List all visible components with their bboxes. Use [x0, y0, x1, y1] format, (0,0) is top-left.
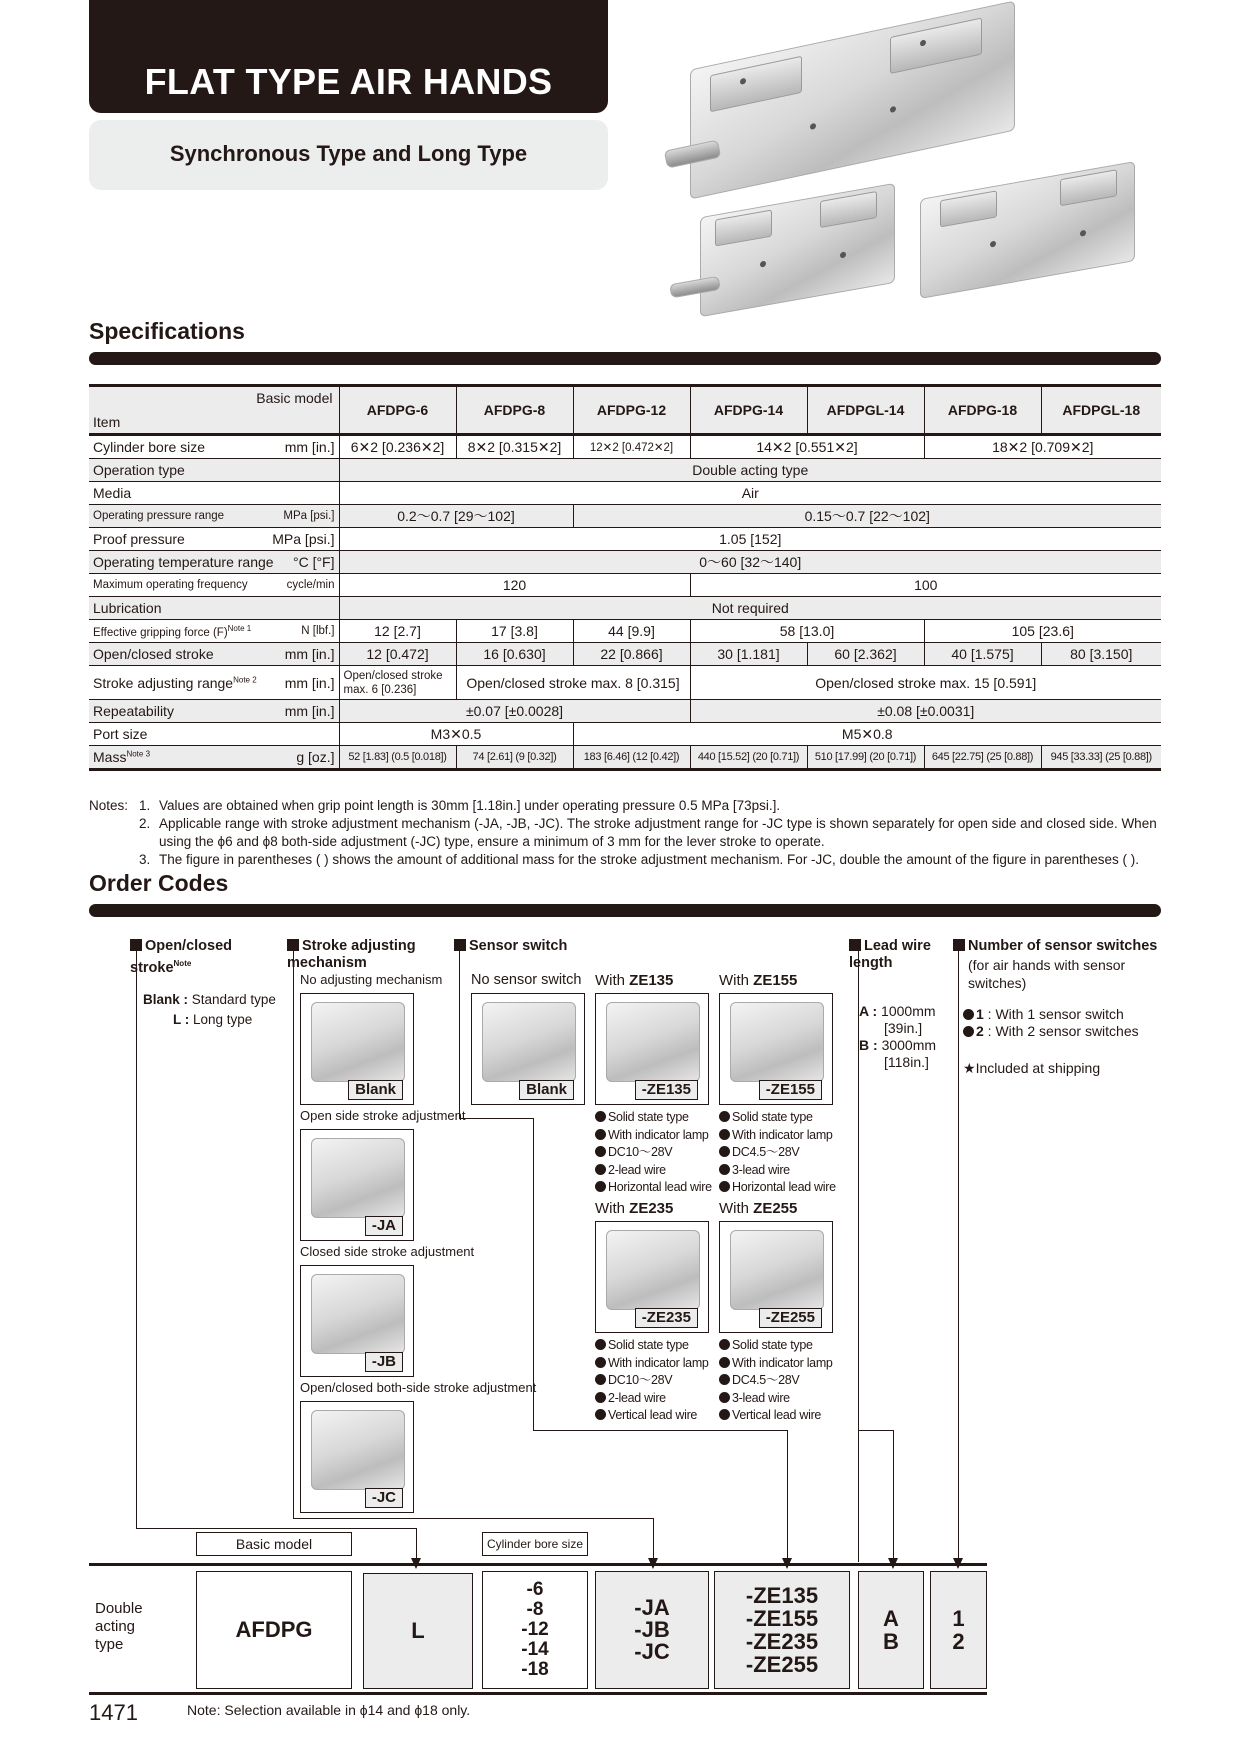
- spec-row: [89, 666, 1161, 700]
- model-header: AFDPG-18: [924, 386, 1041, 435]
- adjust-option-card-jc[interactable]: [300, 1401, 414, 1513]
- count-subtitle: (for air hands with sensor switches): [968, 957, 1126, 991]
- lead-code: B: [883, 1629, 899, 1654]
- item-unit: mm [in.]: [284, 674, 335, 691]
- bullet-icon: [595, 1164, 606, 1175]
- note-number: 2.: [139, 816, 151, 831]
- item-label: Operating temperature range: [93, 554, 274, 570]
- item-label: Media: [93, 485, 132, 501]
- spec-value: 0〜60 [32〜140]: [339, 551, 1161, 574]
- spec-value: 58 [13.0]: [690, 620, 924, 643]
- bullet-icon: [719, 1146, 730, 1157]
- sensor-feature-list: Solid state type With indicator lamp DC4.5〜28V 3-lead wire Horizontal lead wire: [719, 1109, 836, 1197]
- stroke-section-title: [130, 938, 270, 977]
- corner-cell: [89, 386, 339, 435]
- spec-table: [89, 384, 1161, 771]
- spec-row: [89, 723, 1161, 746]
- bore-code: -12: [521, 1619, 549, 1640]
- connector-line: [893, 1430, 894, 1562]
- bullet-icon: [595, 1181, 606, 1192]
- option-code-badge: -ZE135: [635, 1080, 698, 1100]
- notes-label: Notes:: [89, 798, 129, 813]
- connector-line: [459, 948, 460, 1118]
- spec-value: 44 [9.9]: [573, 620, 690, 643]
- model-header: AFDPGL-14: [807, 386, 924, 435]
- bullet-icon: [719, 1181, 730, 1192]
- spec-notes: [89, 797, 1169, 869]
- item-unit: mm [in.]: [284, 703, 335, 719]
- item-label: Stroke adjusting range: [93, 674, 234, 691]
- star-note: ★Included at shipping: [963, 1060, 1101, 1076]
- spec-value: 12✕2 [0.472✕2]: [573, 435, 690, 459]
- bore-code: -8: [526, 1599, 544, 1620]
- connector-line: [416, 1528, 417, 1562]
- product-image: [730, 1230, 824, 1310]
- bullet-icon: [719, 1409, 730, 1420]
- bullet-icon: [719, 1129, 730, 1140]
- sensor-option-card-ze155[interactable]: [719, 993, 833, 1105]
- item-unit: MPa [psi.]: [283, 510, 335, 522]
- option-desc: Long type: [193, 1012, 253, 1027]
- spec-value: Air: [339, 482, 1161, 505]
- product-image: [482, 1002, 576, 1082]
- sensor-feature-list: Solid state type With indicator lamp DC4.5〜28V 3-lead wire Vertical lead wire: [719, 1337, 833, 1425]
- stroke-options: [143, 990, 276, 1030]
- spec-row: [89, 482, 1161, 505]
- spec-row: [89, 505, 1161, 528]
- spec-value: Open/closed stroke max. 8 [0.315]: [456, 666, 690, 700]
- corner-basic-model: Basic model: [256, 390, 333, 406]
- adjust-code: -JB: [634, 1617, 670, 1642]
- product-image: [730, 1002, 824, 1082]
- option-code-badge: -JC: [365, 1488, 403, 1508]
- sensor-feature-list: Solid state type With indicator lamp DC10〜28V 2-lead wire Horizontal lead wire: [595, 1109, 712, 1197]
- option-desc-inch: [118in.]: [884, 1054, 929, 1070]
- spec-value: 1.05 [152]: [339, 528, 1161, 551]
- page-title: FLAT TYPE AIR HANDS: [144, 61, 553, 102]
- note-text: Values are obtained when grip point length is 30mm [1.18in.] under operating pressure 0.5 MPa [73psi.].: [159, 798, 781, 813]
- section-divider: [89, 904, 1161, 917]
- spec-row: [89, 435, 1161, 459]
- lead-title-text: Lead wire length: [849, 938, 931, 971]
- code-box-stroke: L: [363, 1573, 473, 1689]
- note-ref: Note 2: [233, 674, 257, 684]
- note-text: The figure in parentheses ( ) shows the amount of additional mass for the stroke adjustment mechanism. For -JC, double the amount of the figure in parentheses ( ).: [159, 852, 1139, 867]
- spec-row: [89, 528, 1161, 551]
- sensor-code: -ZE235: [745, 1629, 819, 1654]
- spec-value: 40 [1.575]: [924, 643, 1041, 666]
- section-marker-icon: [454, 939, 466, 951]
- star-icon: ★: [963, 1060, 976, 1076]
- page-subtitle: Synchronous Type and Long Type: [169, 141, 528, 166]
- title-banner: [89, 0, 608, 113]
- lead-section-title: [849, 938, 939, 972]
- code-box-bore: [482, 1571, 588, 1689]
- item-label: Lubrication: [93, 600, 162, 616]
- spec-value: Open/closed stroke max. 15 [0.591]: [690, 666, 1161, 700]
- option-code-badge: Blank: [519, 1080, 574, 1100]
- spec-value: ±0.07 [±0.0028]: [339, 700, 690, 723]
- sensor-option-title: With ZE235: [595, 1200, 674, 1217]
- sensor-option-title: With ZE135: [595, 972, 674, 989]
- item-unit: N [lbf.]: [301, 625, 335, 637]
- count-code: 1: [952, 1606, 965, 1631]
- count-options: 1 : With 1 sensor switch 2 : With 2 sensor switches: [963, 1006, 1139, 1040]
- sensor-section-title: [454, 938, 567, 955]
- spec-value: 510 [17.99] (20 [0.71]): [807, 746, 924, 770]
- item-label: Mass: [93, 749, 127, 765]
- connector-line: [136, 1528, 416, 1529]
- code-box-lead: [858, 1571, 924, 1689]
- note-ref: Note 3: [126, 749, 151, 759]
- spec-value: 183 [6.46] (12 [0.42]): [573, 746, 690, 770]
- product-image: [606, 1230, 700, 1310]
- spec-row: [89, 551, 1161, 574]
- bullet-icon: [963, 1009, 974, 1020]
- sensor-option-card-ze135[interactable]: [595, 993, 709, 1105]
- item-label: Operating pressure range: [93, 510, 225, 522]
- bullet-icon: [719, 1111, 730, 1122]
- footnote: Note: Selection available in ϕ14 and ϕ18 only.: [187, 1702, 471, 1718]
- connector-line: [858, 948, 859, 1562]
- product-image: [606, 1002, 700, 1082]
- basic-model-label: Basic model: [196, 1532, 352, 1556]
- spec-row: [89, 574, 1161, 597]
- note-ref: Note 1: [227, 623, 252, 633]
- spec-value: 100: [690, 574, 1161, 597]
- code-bar-top: [89, 1563, 987, 1566]
- model-header: AFDPG-8: [456, 386, 573, 435]
- adjust-option-label: Open/closed both-side stroke adjustment: [300, 1380, 537, 1395]
- code-box-sensor: [714, 1571, 850, 1689]
- note-number: 1.: [139, 798, 151, 813]
- bore-label: Cylinder bore size: [482, 1532, 588, 1556]
- option-code-badge: Blank: [348, 1080, 403, 1100]
- adjust-title-text: Stroke adjusting mechanism: [287, 938, 416, 971]
- adjust-option-card-ja[interactable]: [300, 1129, 414, 1241]
- spec-value: 60 [2.362]: [807, 643, 924, 666]
- sensor-option-card-ze235[interactable]: [595, 1221, 709, 1333]
- connector-line: [958, 948, 959, 1562]
- spec-value: 80 [3.150]: [1041, 643, 1161, 666]
- corner-item: Item: [93, 414, 121, 430]
- option-desc: 1000mm: [881, 1003, 936, 1019]
- note-ref: Note: [173, 959, 192, 968]
- bore-code: -6: [526, 1579, 544, 1600]
- bullet-icon: [963, 1026, 974, 1037]
- spec-value: 120: [339, 574, 690, 597]
- stroke-title-text: Open/closed stroke: [130, 938, 233, 976]
- spec-row: [89, 620, 1161, 643]
- code-box-count: [930, 1571, 987, 1689]
- option-code: Blank :: [143, 992, 189, 1007]
- item-unit: mm [in.]: [284, 439, 335, 455]
- option-code-badge: -JB: [365, 1352, 403, 1372]
- bullet-icon: [719, 1357, 730, 1368]
- item-unit: mm [in.]: [284, 646, 335, 662]
- product-photo-main: [690, 0, 1015, 199]
- section-marker-icon: [849, 939, 861, 951]
- product-photo-small-right: [920, 161, 1135, 299]
- type-label: Double acting type: [95, 1600, 143, 1653]
- spec-row: [89, 746, 1161, 770]
- bullet-icon: [719, 1339, 730, 1350]
- spec-value: 12 [0.472]: [339, 643, 456, 666]
- connector-line: [653, 1518, 654, 1562]
- bullet-icon: [595, 1374, 606, 1385]
- sensor-code: -ZE155: [745, 1606, 819, 1631]
- sensor-feature-list: Solid state type With indicator lamp DC10〜28V 2-lead wire Vertical lead wire: [595, 1337, 709, 1425]
- bullet-icon: [595, 1392, 606, 1403]
- sensor-option-title: With ZE255: [719, 1200, 798, 1217]
- bullet-icon: [595, 1409, 606, 1420]
- spec-value: Not required: [339, 597, 1161, 620]
- option-code-badge: -JA: [365, 1216, 403, 1236]
- bullet-icon: [719, 1164, 730, 1175]
- bullet-icon: [595, 1357, 606, 1368]
- spec-value: 17 [3.8]: [456, 620, 573, 643]
- item-label: Port size: [93, 726, 148, 742]
- item-unit: MPa [psi.]: [272, 531, 335, 547]
- spec-value: 105 [23.6]: [924, 620, 1161, 643]
- model-header: AFDPG-6: [339, 386, 456, 435]
- bullet-icon: [595, 1129, 606, 1140]
- item-label: Operation type: [93, 462, 185, 478]
- spec-value: ±0.08 [±0.0031]: [690, 700, 1161, 723]
- product-image: [311, 1274, 405, 1354]
- subtitle-banner: [89, 120, 608, 190]
- specifications-heading: Specifications: [89, 318, 245, 344]
- model-header: AFDPG-14: [690, 386, 807, 435]
- item-unit: g [oz.]: [296, 749, 335, 765]
- connector-line: [787, 1430, 788, 1562]
- item-label: Open/closed stroke: [93, 646, 214, 662]
- adjust-option-card-jb[interactable]: [300, 1265, 414, 1377]
- spec-value: 52 [1.83] (0.5 [0.018]): [339, 746, 456, 770]
- spec-value: 0.15〜0.7 [22〜102]: [573, 505, 1161, 528]
- item-label: Maximum operating frequency: [93, 579, 248, 591]
- section-marker-icon: [953, 939, 965, 951]
- spec-value: 18✕2 [0.709✕2]: [924, 435, 1161, 459]
- spec-value: 440 [15.52] (20 [0.71]): [690, 746, 807, 770]
- note-number: 3.: [139, 852, 151, 867]
- spec-value: 74 [2.61] (9 [0.32]): [456, 746, 573, 770]
- order-codes-heading: Order Codes: [89, 870, 229, 896]
- option-desc: 3000mm: [881, 1037, 937, 1053]
- spec-value: 945 [33.33] (25 [0.88]): [1041, 746, 1161, 770]
- spec-value: 0.2〜0.7 [29〜102]: [339, 505, 573, 528]
- spec-value: 30 [1.181]: [690, 643, 807, 666]
- spec-value: Double acting type: [339, 459, 1161, 482]
- count-section-title: [953, 938, 1173, 955]
- spec-row: [89, 700, 1161, 723]
- spec-value: 6✕2 [0.236✕2]: [339, 435, 456, 459]
- connector-line: [293, 1518, 653, 1519]
- note-text: Applicable range with stroke adjustment mechanism (-JA, -JB, -JC). The stroke adjustment range for -JC type is shown separately for open side and closed side. When using the ϕ6 and ϕ8 both-side adjustment (-JC) type, ensure a minimum of 3 mm for the lever stroke to operate.: [159, 816, 1157, 849]
- count-code: 2: [952, 1629, 965, 1654]
- sensor-code: -ZE135: [745, 1583, 819, 1608]
- connector-line: [459, 1118, 533, 1119]
- product-photo-small-left: [700, 183, 895, 317]
- sensor-option-card-blank[interactable]: [471, 993, 585, 1105]
- product-image: [311, 1138, 405, 1218]
- sensor-option-card-ze255[interactable]: [719, 1221, 833, 1333]
- section-divider: [89, 352, 1161, 365]
- adjust-code: -JA: [634, 1595, 670, 1620]
- option-desc: Standard type: [191, 992, 276, 1007]
- model-header: AFDPGL-18: [1041, 386, 1161, 435]
- bullet-icon: [719, 1392, 730, 1403]
- sensor-title-text: Sensor switch: [469, 938, 568, 954]
- adjust-option-label: Closed side stroke adjustment: [300, 1244, 475, 1259]
- sensor-none-label: No sensor switch: [471, 972, 582, 988]
- option-desc-inch: [39in.]: [884, 1020, 923, 1036]
- code-bar-bottom: [89, 1692, 987, 1695]
- item-label: Effective gripping force (F): [93, 626, 228, 639]
- item-label: Repeatability: [93, 703, 174, 719]
- spec-row: [89, 459, 1161, 482]
- option-code: L :: [173, 1012, 190, 1027]
- page-number: 1471: [89, 1700, 138, 1725]
- model-header: AFDPG-12: [573, 386, 690, 435]
- spec-value: M5✕0.8: [573, 723, 1161, 746]
- spec-header-row: [89, 386, 1161, 435]
- adjust-option-label: Open side stroke adjustment: [300, 1108, 466, 1123]
- count-title-text: Number of sensor switches: [968, 938, 1158, 954]
- adjust-code: -JC: [634, 1639, 670, 1664]
- bore-code: -14: [521, 1639, 549, 1660]
- adjust-option-card-blank[interactable]: [300, 993, 414, 1105]
- bullet-icon: [595, 1111, 606, 1122]
- spec-value: M3✕0.5: [339, 723, 573, 746]
- lead-code: A: [883, 1606, 899, 1631]
- spec-row: [89, 643, 1161, 666]
- adjust-section-title: [287, 938, 437, 972]
- option-code-badge: -ZE235: [635, 1308, 698, 1328]
- connector-line: [533, 1118, 534, 1430]
- option-code-badge: -ZE255: [759, 1308, 822, 1328]
- spec-value: Open/closed stroke max. 6 [0.236]: [339, 666, 456, 700]
- spec-row: [89, 597, 1161, 620]
- spec-value: 12 [2.7]: [339, 620, 456, 643]
- bullet-icon: [719, 1374, 730, 1385]
- spec-value: 22 [0.866]: [573, 643, 690, 666]
- option-code-badge: -ZE155: [759, 1080, 822, 1100]
- connector-line: [858, 1430, 893, 1431]
- connector-line: [293, 948, 294, 1518]
- item-unit: °C [°F]: [292, 554, 335, 570]
- code-box-model: AFDPG: [196, 1571, 352, 1689]
- connector-line: [136, 948, 137, 1528]
- option-code: B :: [859, 1037, 878, 1053]
- spec-value: 645 [22.75] (25 [0.88]): [924, 746, 1041, 770]
- product-image: [311, 1410, 405, 1490]
- bore-code: -18: [521, 1659, 549, 1680]
- sensor-option-title: With ZE155: [719, 972, 798, 989]
- connector-line: [533, 1430, 787, 1431]
- spec-value: 14✕2 [0.551✕2]: [690, 435, 924, 459]
- bullet-icon: [595, 1339, 606, 1350]
- code-box-adjust: [595, 1571, 709, 1689]
- spec-value: 8✕2 [0.315✕2]: [456, 435, 573, 459]
- item-label: Cylinder bore size: [93, 439, 206, 455]
- sensor-code: -ZE255: [745, 1652, 819, 1677]
- adjust-option-label: No adjusting mechanism: [300, 972, 443, 987]
- bullet-icon: [595, 1146, 606, 1157]
- item-unit: cycle/min: [286, 579, 335, 591]
- product-image: [311, 1002, 405, 1082]
- option-code: A :: [859, 1003, 878, 1019]
- item-label: Proof pressure: [93, 531, 185, 547]
- spec-value: 16 [0.630]: [456, 643, 573, 666]
- lead-options: [859, 1003, 936, 1071]
